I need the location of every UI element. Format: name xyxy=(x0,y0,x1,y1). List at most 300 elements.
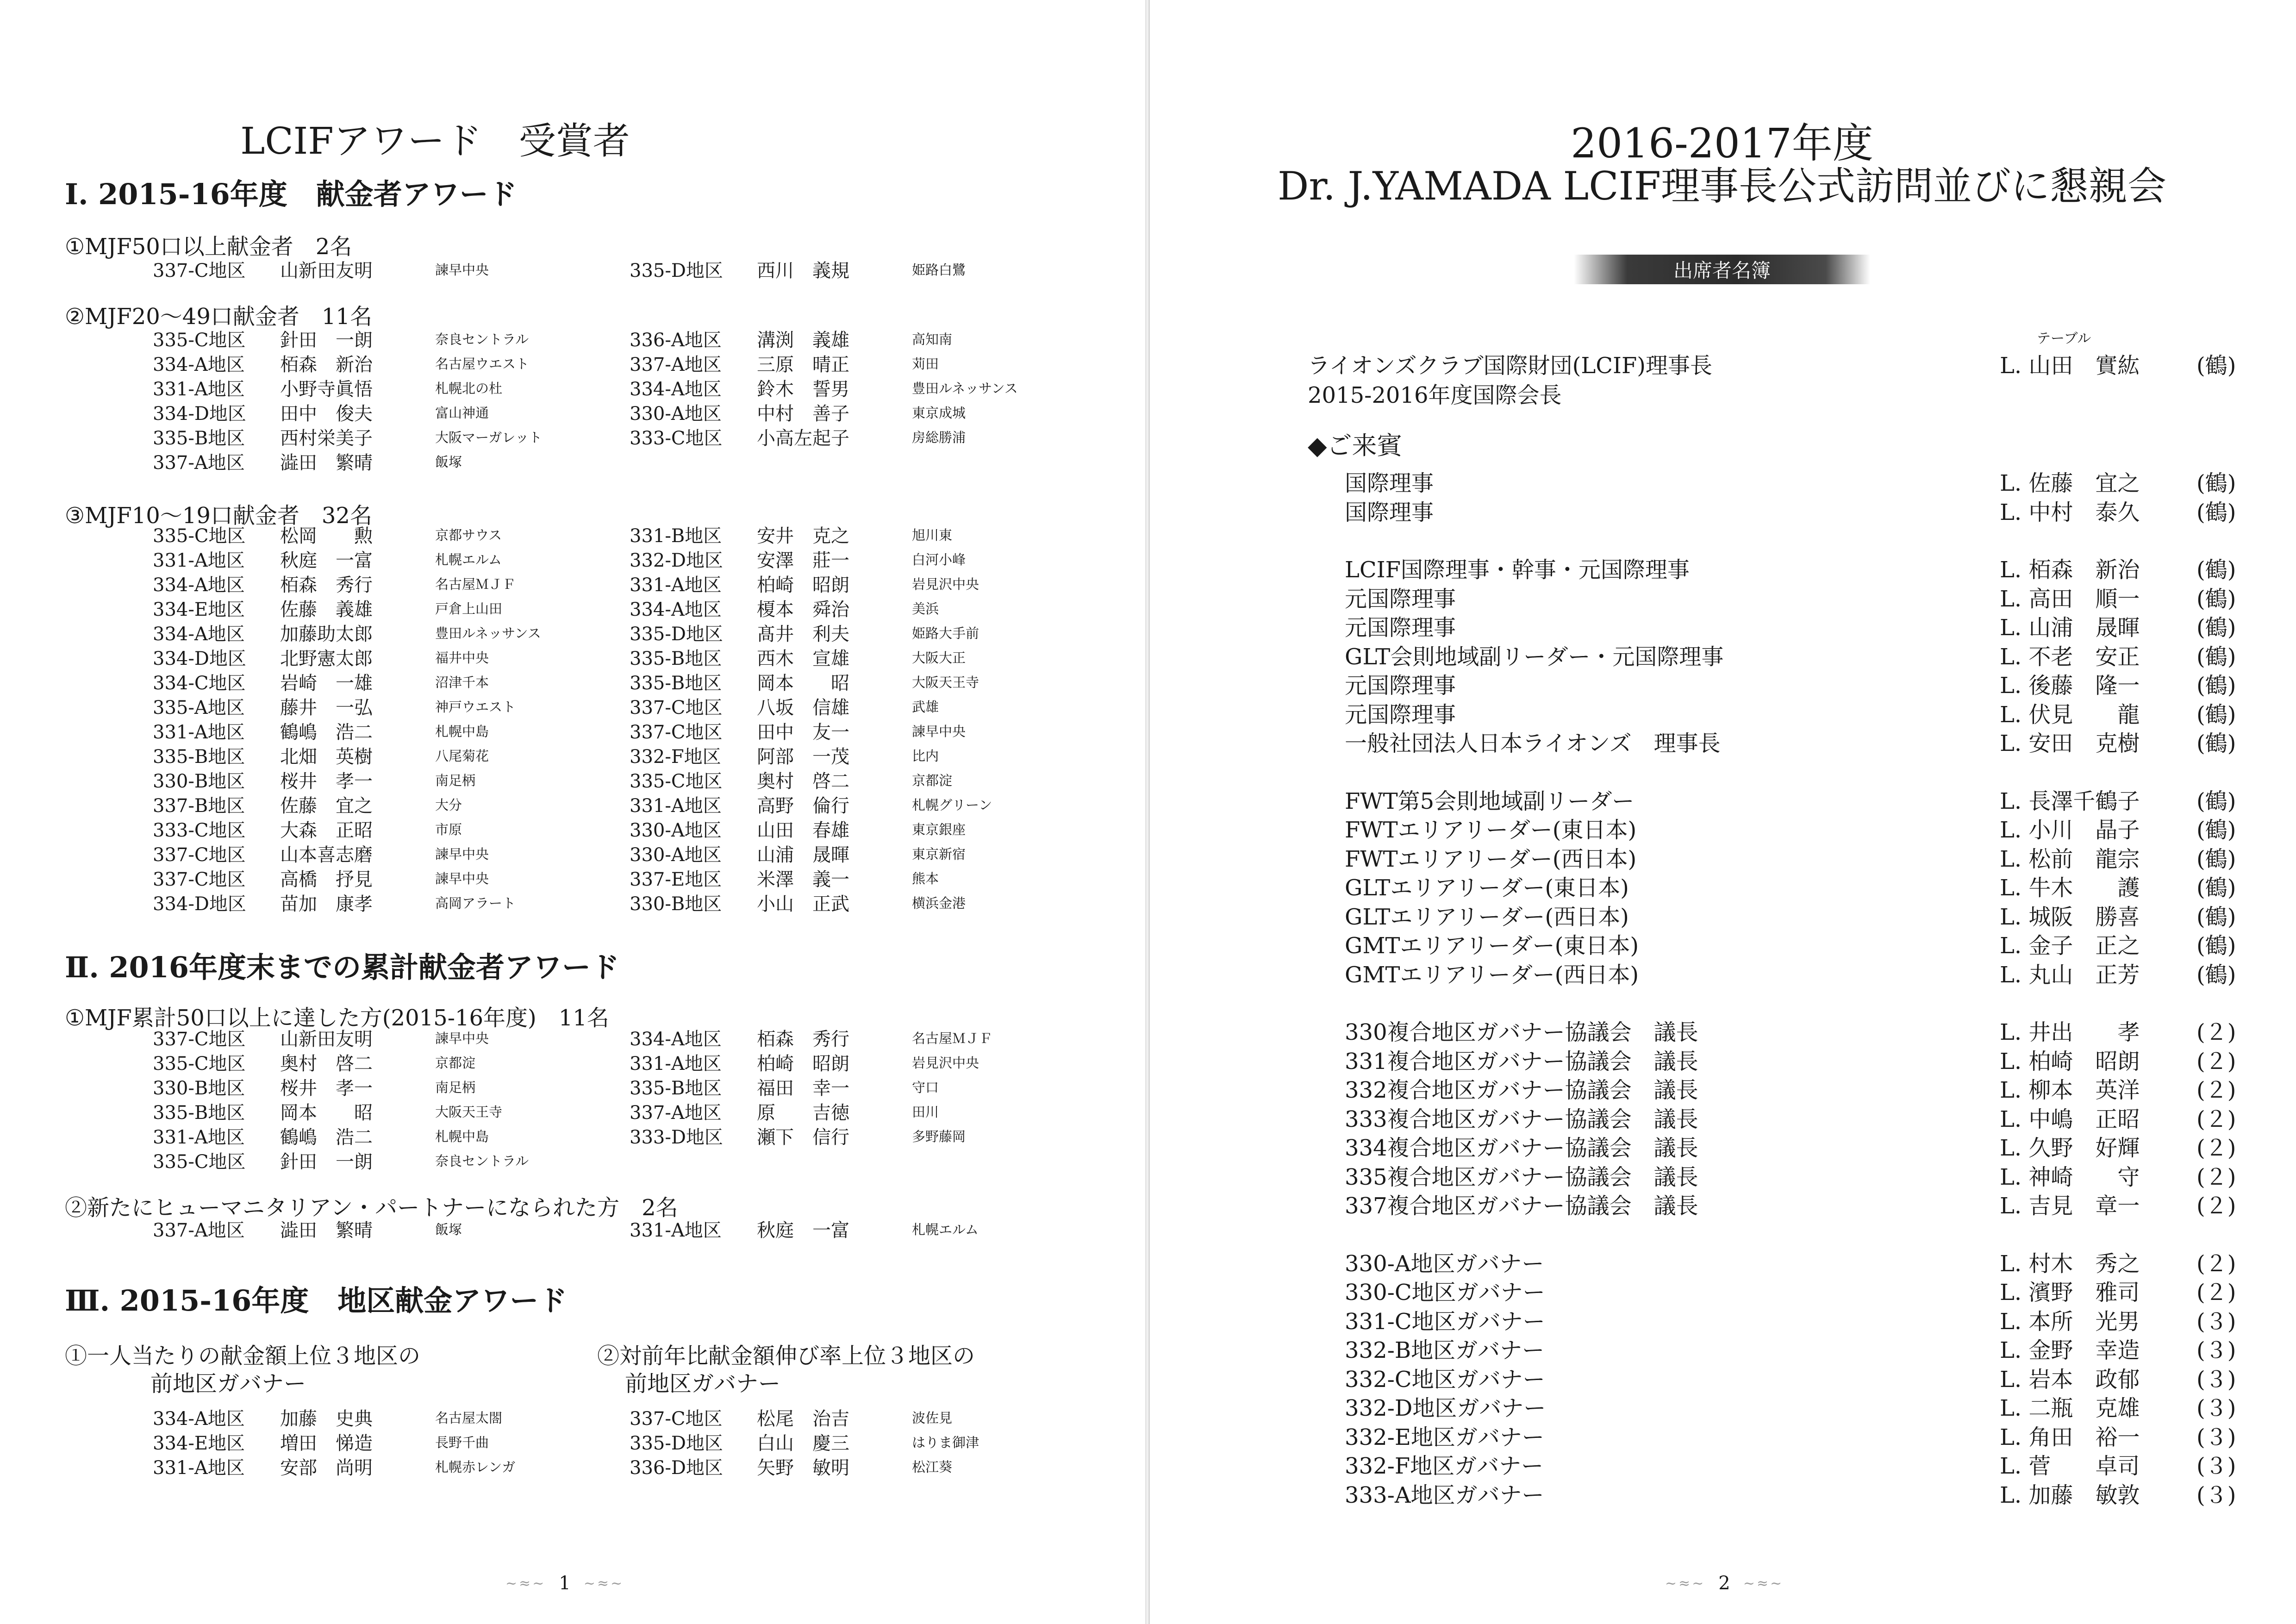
donor-name: 岡本 昭 xyxy=(280,1102,373,1124)
donor-name: 栢森 秀行 xyxy=(757,1029,849,1050)
donor-row xyxy=(630,620,992,645)
right-title-line2: Dr. J.YAMADA LCIF理事長公式訪問並びに懇親会 xyxy=(1277,163,2167,209)
donor-row xyxy=(153,1430,515,1454)
guest-table: (鶴) xyxy=(2196,701,2236,728)
club-name: 市原 xyxy=(435,822,462,837)
guest-table: (鶴) xyxy=(2196,557,2236,583)
president-table: (鶴) xyxy=(2196,353,2236,379)
donor-name: 原 吉徳 xyxy=(757,1102,849,1124)
district-label: 334-A地区 xyxy=(630,1029,722,1050)
donor-name: 藤井 一弘 xyxy=(280,697,373,718)
club-name: 白河小峰 xyxy=(912,552,966,568)
district-label: 332-D地区 xyxy=(630,550,723,571)
ornament-left-icon: ~≈~ xyxy=(1665,1575,1706,1592)
donor-name: 大森 正昭 xyxy=(280,820,373,841)
donor-name: 柏崎 昭朗 xyxy=(757,575,849,596)
guest-table: (鶴) xyxy=(2196,731,2236,756)
club-name: 名古屋ＭＪＦ xyxy=(435,576,516,592)
club-name: 富山神通 xyxy=(435,405,489,421)
guest-table: (鶴) xyxy=(2196,962,2236,988)
district-label: 330-A地区 xyxy=(630,403,722,425)
district-label: 331-A地区 xyxy=(630,575,722,596)
section-2-heading: Ⅱ. 2016年度末までの累計献金者アワード xyxy=(65,950,619,984)
guest-title: 337複合地区ガバナー協議会 議長 xyxy=(1345,1193,1698,1219)
guest-name: L. 井出 孝 xyxy=(2000,1019,2140,1045)
page-number-text: 1 xyxy=(559,1573,571,1594)
guest-title: 一般社団法人日本ライオンズ 理事長 xyxy=(1345,731,1721,756)
donor-row xyxy=(153,425,542,449)
guest-table: (鶴) xyxy=(2196,846,2236,872)
guest-table: (３) xyxy=(2196,1308,2236,1335)
guest-name: L. 中村 泰久 xyxy=(2000,499,2140,525)
club-name: 南足柄 xyxy=(435,1080,476,1095)
guest-table: (鶴) xyxy=(2196,615,2236,641)
club-name: 熊本 xyxy=(912,871,939,887)
district-label: 334-A地区 xyxy=(153,624,245,645)
guest-table: (３) xyxy=(2196,1395,2236,1421)
guest-name: L. 佐藤 宜之 xyxy=(2000,470,2140,496)
s3-g1-title-line2: 前地区ガバナー xyxy=(150,1371,306,1397)
guest-title: 元国際理事 xyxy=(1345,673,1456,699)
donor-name: 鶴嶋 浩二 xyxy=(280,1127,373,1148)
guest-name: L. 神崎 守 xyxy=(2000,1164,2140,1190)
donor-row xyxy=(630,841,992,866)
guest-name: L. 久野 好輝 xyxy=(2000,1135,2140,1161)
donor-name: 髙井 利夫 xyxy=(757,624,849,645)
club-name: 名古屋ウエスト xyxy=(435,356,530,372)
club-name: 高知南 xyxy=(912,331,953,347)
donor-row xyxy=(153,866,541,890)
right-page xyxy=(1148,0,2296,1624)
district-label: 337-C地区 xyxy=(153,869,246,890)
donor-row xyxy=(630,645,992,669)
donor-row xyxy=(153,449,542,474)
table-column-header: テーブル xyxy=(2037,331,2091,347)
district-label: 330-A地区 xyxy=(630,820,722,841)
donor-row xyxy=(153,694,541,718)
donor-name: 溝渕 義雄 xyxy=(757,330,849,351)
s1-g3-title: ③MJF10～19口献金者 32名 xyxy=(65,503,372,529)
guest-table: (鶴) xyxy=(2196,586,2236,612)
club-name: 姫路大手前 xyxy=(912,625,980,641)
club-name: 旭川東 xyxy=(912,527,953,543)
club-name: 東京成城 xyxy=(912,405,966,421)
donor-name: 秋庭 一富 xyxy=(280,550,373,571)
donor-name: 矢野 敏明 xyxy=(757,1457,849,1479)
donor-name: 高橋 抒見 xyxy=(280,869,373,890)
donor-row xyxy=(630,596,992,620)
district-label: 334-A地区 xyxy=(630,379,722,400)
guest-title: LCIF国際理事・幹事・元国際理事 xyxy=(1345,557,1690,583)
donor-row xyxy=(630,522,992,547)
donor-row xyxy=(153,326,542,351)
guest-table: (３) xyxy=(2196,1366,2236,1393)
district-label: 334-A地区 xyxy=(630,599,722,620)
club-name: 札幌グリーン xyxy=(912,797,992,813)
guest-title: 333複合地区ガバナー協議会 議長 xyxy=(1345,1106,1698,1132)
donor-name: 加藤助太郎 xyxy=(280,624,373,645)
district-label: 333-C地区 xyxy=(630,428,723,449)
club-name: 福井中央 xyxy=(435,650,489,666)
ornament-right-icon: ~≈~ xyxy=(583,1575,624,1592)
s1-g2-right-list xyxy=(630,326,1018,449)
guest-table: (２) xyxy=(2196,1250,2236,1277)
club-name: 南足柄 xyxy=(435,773,476,788)
donor-row xyxy=(630,694,992,718)
district-label: 330-A地区 xyxy=(630,844,722,866)
guest-title: FWTエリアリーダー(西日本) xyxy=(1345,846,1637,872)
district-label: 335-B地区 xyxy=(630,673,722,694)
donor-row xyxy=(630,1074,992,1099)
guest-name: L. 加藤 敏敦 xyxy=(2000,1482,2140,1508)
donor-name: 山田 春雄 xyxy=(757,820,849,841)
donor-row xyxy=(153,571,541,596)
guest-name: L. 濱野 雅司 xyxy=(2000,1280,2140,1305)
donor-name: 松岡 勲 xyxy=(280,525,373,547)
donor-row xyxy=(630,257,966,281)
donor-row xyxy=(153,522,541,547)
district-label: 336-A地区 xyxy=(630,330,722,351)
s1-g3-right-list xyxy=(630,522,992,915)
guest-table: (鶴) xyxy=(2196,817,2236,843)
club-name: 大阪マーガレット xyxy=(435,430,543,445)
donor-name: 澁田 繁晴 xyxy=(280,452,373,474)
club-name: 大阪天王寺 xyxy=(912,675,980,690)
guest-title: GLTエリアリーダー(東日本) xyxy=(1345,875,1629,901)
district-label: 337-A地区 xyxy=(630,1102,722,1124)
donor-name: 安井 克之 xyxy=(757,525,849,547)
donor-name: 北畑 英樹 xyxy=(280,746,373,768)
club-name: 札幌エルム xyxy=(912,1222,979,1237)
donor-name: 山本喜志磨 xyxy=(280,844,373,866)
club-name: 八尾菊花 xyxy=(435,748,489,764)
donor-row xyxy=(153,1074,529,1099)
donor-row xyxy=(153,1148,529,1173)
section-3-heading: Ⅲ. 2015-16年度 地区献金アワード xyxy=(65,1284,568,1318)
club-name: 飯塚 xyxy=(435,454,462,470)
guest-table: (鶴) xyxy=(2196,904,2236,930)
guest-name: L. 不老 安正 xyxy=(2000,643,2140,670)
guest-table: (３) xyxy=(2196,1482,2236,1508)
donor-name: 苗加 康孝 xyxy=(280,893,373,915)
club-name: 豊田ルネッサンス xyxy=(435,625,541,641)
guest-title: GLTエリアリーダー(西日本) xyxy=(1345,904,1629,930)
donor-name: 栢森 秀行 xyxy=(280,575,373,596)
donor-row xyxy=(630,425,1018,449)
donor-row xyxy=(630,1050,992,1074)
club-name: 戸倉上山田 xyxy=(435,601,503,617)
donor-name: 柏崎 昭朗 xyxy=(757,1053,849,1074)
president-name: L. 山田 實紘 xyxy=(2000,353,2140,379)
donor-name: 八坂 信雄 xyxy=(757,697,849,718)
guest-name: L. 柏崎 昭朗 xyxy=(2000,1048,2140,1074)
guest-title: 332複合地区ガバナー協議会 議長 xyxy=(1345,1077,1698,1103)
club-name: 苅田 xyxy=(912,356,939,372)
donor-name: 栢森 新治 xyxy=(280,354,373,375)
ornament-right-icon: ~≈~ xyxy=(1743,1575,1784,1592)
donor-row xyxy=(153,669,541,694)
section-1-heading: Ⅰ. 2015-16年度 献金者アワード xyxy=(65,177,517,211)
donor-row xyxy=(630,1124,992,1148)
guest-title: 330-C地区ガバナー xyxy=(1345,1280,1545,1305)
district-label: 335-B地区 xyxy=(630,1078,722,1099)
donor-row xyxy=(630,743,992,768)
donor-row xyxy=(153,645,541,669)
club-name: 札幌赤レンガ xyxy=(435,1459,516,1475)
guest-name: L. 栢森 新治 xyxy=(2000,557,2140,583)
district-label: 336-D地区 xyxy=(630,1457,723,1479)
guest-title: 元国際理事 xyxy=(1345,586,1456,612)
district-label: 335-B地区 xyxy=(153,428,245,449)
district-label: 337-C地区 xyxy=(153,260,246,281)
district-label: 331-A地区 xyxy=(153,1457,245,1479)
guest-name: L. 長澤千鶴子 xyxy=(2000,788,2140,814)
guest-title: 元国際理事 xyxy=(1345,615,1456,641)
donor-name: 桜井 孝一 xyxy=(280,1078,373,1099)
club-name: 横浜金港 xyxy=(912,895,966,911)
club-name: 田川 xyxy=(912,1104,939,1120)
guest-table: (２) xyxy=(2196,1048,2236,1074)
club-name: 神戸ウエスト xyxy=(435,699,516,715)
guest-name: L. 角田 裕一 xyxy=(2000,1424,2140,1450)
district-label: 331-A地区 xyxy=(153,1127,245,1148)
s2-g1-left-list xyxy=(153,1025,529,1173)
district-label: 334-E地区 xyxy=(153,599,245,620)
donor-name: 松尾 治吉 xyxy=(757,1408,849,1430)
donor-row xyxy=(153,257,489,281)
donor-row xyxy=(153,375,542,400)
guest-name: L. 本所 光男 xyxy=(2000,1308,2140,1335)
donor-name: 北野憲太郎 xyxy=(280,648,373,669)
s1-g1-title: ①MJF50口以上献金者 2名 xyxy=(65,234,352,260)
donor-name: 安部 尚明 xyxy=(280,1457,373,1479)
district-label: 331-A地区 xyxy=(153,722,245,743)
club-name: 奈良セントラル xyxy=(435,331,529,347)
club-name: 多野藤岡 xyxy=(912,1129,966,1144)
donor-row xyxy=(630,890,992,915)
donor-row xyxy=(630,1099,992,1124)
club-name: 諫早中央 xyxy=(435,262,489,278)
guest-title: 331複合地区ガバナー協議会 議長 xyxy=(1345,1048,1698,1074)
donor-name: 佐藤 義雄 xyxy=(280,599,373,620)
donor-row xyxy=(153,1454,515,1479)
district-label: 335-B地区 xyxy=(153,1102,245,1124)
donor-name: 福田 幸一 xyxy=(757,1078,849,1099)
donor-row xyxy=(630,400,1018,425)
district-label: 337-C地区 xyxy=(153,844,246,866)
donor-name: 佐藤 宜之 xyxy=(280,795,373,817)
club-name: 守口 xyxy=(912,1080,939,1095)
donor-row xyxy=(153,841,541,866)
club-name: 東京新宿 xyxy=(912,846,966,862)
district-label: 337-C地区 xyxy=(630,697,723,718)
donor-row xyxy=(630,351,1018,375)
guest-name: L. 菅 卓司 xyxy=(2000,1453,2140,1479)
district-label: 337-C地区 xyxy=(630,1408,723,1430)
s1-g2-title: ②MJF20～49口献金者 11名 xyxy=(65,304,372,330)
donor-row xyxy=(153,1124,529,1148)
donor-row xyxy=(630,1430,979,1454)
district-label: 334-E地区 xyxy=(153,1433,245,1454)
donor-name: 秋庭 一富 xyxy=(757,1220,849,1241)
s1-g3-left-list xyxy=(153,522,541,915)
donor-name: 奥村 啓二 xyxy=(280,1053,373,1074)
guest-title: GLT会則地域副リーダー・元国際理事 xyxy=(1345,643,1724,670)
donor-row xyxy=(153,890,541,915)
club-name: 諫早中央 xyxy=(435,1031,489,1046)
guest-name: L. 中嶋 正昭 xyxy=(2000,1106,2140,1132)
club-name: 沼津千本 xyxy=(435,675,489,690)
donor-name: 針田 一朗 xyxy=(280,330,373,351)
donor-row xyxy=(153,1217,462,1241)
club-name: 札幌中島 xyxy=(435,1129,489,1144)
donor-row xyxy=(630,375,1018,400)
s3-g2-title-line1: ②対前年比献金額伸び率上位３地区の xyxy=(597,1343,975,1369)
left-page-number xyxy=(472,1569,657,1597)
president-title-1: ライオンズクラブ国際財団(LCIF)理事長 xyxy=(1308,353,1713,379)
guest-name: L. 小川 晶子 xyxy=(2000,817,2140,843)
guest-name: L. 二瓶 克雄 xyxy=(2000,1395,2140,1421)
club-name: 波佐見 xyxy=(912,1410,953,1426)
district-label: 330-B地区 xyxy=(153,771,245,792)
page-number-text: 2 xyxy=(1718,1573,1730,1594)
district-label: 335-C地区 xyxy=(153,1053,246,1074)
district-label: 331-A地区 xyxy=(153,379,245,400)
donor-name: 安澤 莊一 xyxy=(757,550,849,571)
club-name: 岩見沢中央 xyxy=(912,1055,980,1071)
club-name: 飯塚 xyxy=(435,1222,462,1237)
club-name: 房総勝浦 xyxy=(912,430,966,445)
donor-name: 岩崎 一雄 xyxy=(280,673,373,694)
donor-row xyxy=(630,326,1018,351)
district-label: 335-D地区 xyxy=(630,1433,723,1454)
donor-row xyxy=(153,792,541,817)
donor-name: 榎本 舜治 xyxy=(757,599,849,620)
district-label: 330-B地区 xyxy=(153,1078,245,1099)
guest-title: FWT第5会則地域副リーダー xyxy=(1345,788,1635,814)
guest-name: L. 高田 順一 xyxy=(2000,586,2140,612)
guest-table: (２) xyxy=(2196,1164,2236,1190)
donor-name: 米澤 義一 xyxy=(757,869,849,890)
club-name: 名古屋ＭＪＦ xyxy=(912,1031,993,1046)
donor-row xyxy=(153,817,541,841)
district-label: 334-A地区 xyxy=(153,575,245,596)
guest-name: L. 山浦 晟暉 xyxy=(2000,615,2140,641)
right-page-number xyxy=(1632,1569,1817,1597)
donor-name: 桜井 孝一 xyxy=(280,771,373,792)
guest-table: (２) xyxy=(2196,1135,2236,1161)
donor-name: 田中 友一 xyxy=(757,722,849,743)
donor-name: 瀬下 信行 xyxy=(757,1127,849,1148)
attendee-list-banner: 出席者名簿 xyxy=(1574,255,1870,284)
club-name: 諫早中央 xyxy=(912,724,966,739)
district-label: 331-A地区 xyxy=(630,1220,722,1241)
guest-name: L. 金野 幸造 xyxy=(2000,1337,2140,1363)
guest-table: (鶴) xyxy=(2196,788,2236,814)
s1-g1-right-list xyxy=(630,257,966,281)
district-label: 335-B地区 xyxy=(153,746,245,768)
guest-title: GMTエリアリーダー(西日本) xyxy=(1345,962,1639,988)
guest-table: (２) xyxy=(2196,1280,2236,1305)
club-name: 奈良セントラル xyxy=(435,1153,529,1169)
district-label: 337-A地区 xyxy=(630,354,722,375)
club-name: 京都淀 xyxy=(435,1055,476,1071)
district-label: 331-A地区 xyxy=(630,795,722,817)
district-label: 333-C地区 xyxy=(153,820,246,841)
district-label: 331-B地区 xyxy=(630,525,722,547)
club-name: 姫路白鷺 xyxy=(912,262,966,278)
donor-row xyxy=(630,1217,979,1241)
district-label: 335-C地区 xyxy=(153,1151,246,1173)
club-name: 岩見沢中央 xyxy=(912,576,980,592)
donor-name: 白山 慶三 xyxy=(757,1433,849,1454)
guest-title: 330-A地区ガバナー xyxy=(1345,1250,1544,1277)
district-label: 334-A地区 xyxy=(153,354,245,375)
district-label: 337-C地区 xyxy=(630,722,723,743)
guest-table: (２) xyxy=(2196,1106,2236,1132)
donor-name: 小山 正武 xyxy=(757,893,849,915)
donor-name: 阿部 一茂 xyxy=(757,746,849,768)
s2-g1-title: ①MJF累計50口以上に達した方(2015-16年度) 11名 xyxy=(65,1005,609,1031)
donor-row xyxy=(630,1454,979,1479)
donor-row xyxy=(153,743,541,768)
donor-name: 西村栄美子 xyxy=(280,428,373,449)
district-label: 335-B地区 xyxy=(630,648,722,669)
district-label: 330-B地区 xyxy=(630,893,722,915)
club-name: はりま御津 xyxy=(912,1435,980,1450)
guest-title: 332-C地区ガバナー xyxy=(1345,1366,1545,1393)
district-label: 332-F地区 xyxy=(630,746,721,768)
donor-row xyxy=(153,718,541,743)
club-name: 札幌中島 xyxy=(435,724,489,739)
guest-name: L. 柳本 英洋 xyxy=(2000,1077,2140,1103)
guest-title: 332-F地区ガバナー xyxy=(1345,1453,1544,1479)
s1-g2-left-list xyxy=(153,326,542,474)
left-page-title: LCIFアワード 受賞者 xyxy=(240,119,630,162)
donor-name: 鈴木 誓男 xyxy=(757,379,849,400)
club-name: 大分 xyxy=(435,797,462,813)
donor-row xyxy=(630,669,992,694)
guest-table: (鶴) xyxy=(2196,643,2236,670)
club-name: 長野千曲 xyxy=(435,1435,489,1450)
club-name: 諫早中央 xyxy=(435,871,489,887)
club-name: 大阪大正 xyxy=(912,650,966,666)
guest-name: L. 伏見 龍 xyxy=(2000,701,2140,728)
guest-name: L. 金子 正之 xyxy=(2000,933,2140,959)
guest-name: L. 村木 秀之 xyxy=(2000,1250,2140,1277)
donor-row xyxy=(153,1025,529,1050)
ornament-left-icon: ~≈~ xyxy=(505,1575,546,1592)
donor-name: 岡本 昭 xyxy=(757,673,849,694)
guest-title: FWTエリアリーダー(東日本) xyxy=(1345,817,1637,843)
s3-g1-list xyxy=(153,1405,515,1479)
guest-title: 332-D地区ガバナー xyxy=(1345,1395,1546,1421)
s2-g1-right-list xyxy=(630,1025,992,1148)
donor-row xyxy=(630,718,992,743)
donor-name: 高野 倫行 xyxy=(757,795,849,817)
district-label: 337-C地区 xyxy=(153,1029,246,1050)
district-label: 333-D地区 xyxy=(630,1127,723,1148)
district-label: 334-A地区 xyxy=(153,1408,245,1430)
club-name: 松江葵 xyxy=(912,1459,953,1475)
guest-title: GMTエリアリーダー(東日本) xyxy=(1345,933,1639,959)
district-label: 331-A地区 xyxy=(630,1053,722,1074)
donor-name: 山新田友明 xyxy=(280,260,373,281)
donor-name: 針田 一朗 xyxy=(280,1151,373,1173)
donor-name: 加藤 史典 xyxy=(280,1408,373,1430)
donor-row xyxy=(630,866,992,890)
club-name: 名古屋太閤 xyxy=(435,1410,503,1426)
